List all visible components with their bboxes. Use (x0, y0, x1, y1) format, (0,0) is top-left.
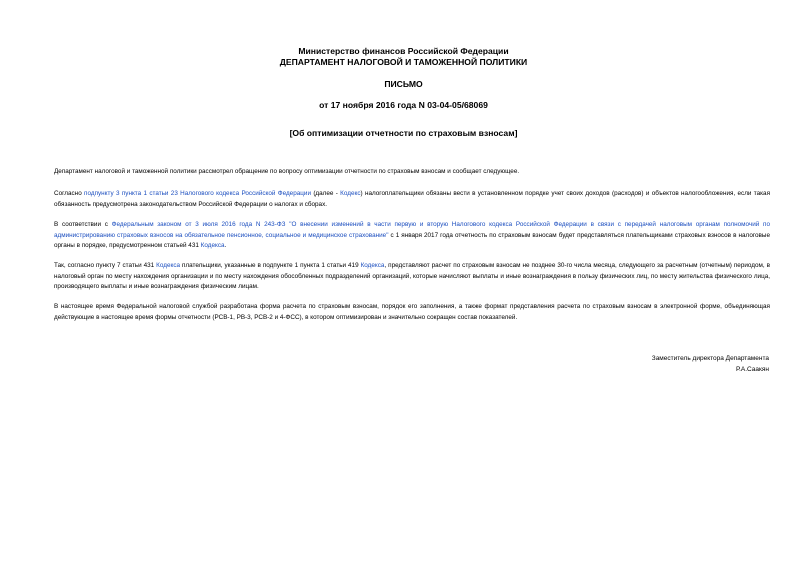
link-code-article-419[interactable]: Кодекса (360, 262, 385, 269)
link-code[interactable]: Кодекс (340, 190, 361, 197)
signatory-name: Р.А.Саакян (735, 366, 769, 373)
paragraph-4-text-3: , представляют расчет по страховым взносам не позднее 30-го числа месяца, следующего за расчетным (отчетным) периодом, в налоговый орган по месту нахождения организации и по месту нахождения обособленных подразделений организаций, которые начисляют выплаты и иные вознаграждения в пользу физических лиц, по месту жительства физического лица, производящего выплаты и иные вознаграждения физическим лицам. (54, 262, 770, 291)
paragraph-3-text-1: В соответствии с (54, 221, 112, 228)
paragraph-4 (54, 261, 770, 293)
link-federal-law-243[interactable]: Федеральным законом от 3 июля 2016 года N 243-ФЗ "О внесении изменений в части первую и вторую Налогового кодекса Российской Федерации в связи с передачей налоговым органам полномочий по администрированию страховых взносов на обязательное пенсионное, социальное и медицинское страхование" (54, 221, 770, 239)
paragraph-3-text-2: с 1 января 2017 года отчетность по страховым взносам будет представляться плательщиками страховых взносов в налоговые органы в порядке, предусмотренном статьей 431 (54, 231, 771, 250)
paragraph-4-text-1: Так, согласно пункту 7 статьи 431 (54, 262, 157, 269)
paragraph-4-text-2: плательщики, указанные в подпункте 1 пункта 1 статьи 419 (180, 262, 361, 269)
link-code-article-431[interactable]: Кодекса (156, 262, 181, 269)
paragraph-2-text-1: Согласно (54, 190, 85, 197)
paragraph-1 (54, 167, 770, 178)
link-code-431[interactable]: Кодекса (200, 242, 225, 250)
document-type: ПИСЬМО (384, 79, 423, 89)
paragraph-2 (54, 189, 770, 210)
ministry-name: Министерство финансов Российской Федерации (298, 46, 509, 56)
document-date-number: от 17 ноября 2016 года N 03-04-05/68069 (319, 100, 488, 110)
department-name: ДЕПАРТАМЕНТ НАЛОГОВОЙ И ТАМОЖЕННОЙ ПОЛИТИКИ (279, 57, 528, 67)
paragraph-2-text-2: (далее - (311, 190, 341, 197)
paragraph-3-text-3: . (224, 242, 227, 250)
paragraph-5 (54, 302, 770, 323)
paragraph-3 (54, 220, 770, 252)
paragraph-5-text: В настоящее время Федеральной налоговой службой разработана форма расчета по страховым взносам, порядок его заполнения, а также формат представления расчета по страховым взносам в электронной форме, объединяющая действующие в настоящее время формы отчетности (РСВ-1, РВ-3, РСВ-2 и 4-ФСС), в котором оптимизирован и значительно сокращен состав показателей. (54, 303, 770, 321)
paragraph-2-text-3: ) налогоплательщики обязаны вести в установленном порядке учет своих доходов (расходов) и объектов налогообложения, если такая обязанность предусмотрена законодательством Российской Федерации о налогах и сборах. (54, 190, 771, 208)
document-title: [Об оптимизации отчетности по страховым взносам] (289, 128, 518, 138)
link-tax-code-article-23[interactable]: подпункту 3 пункта 1 статьи 23 Налогового кодекса Российской Федерации (84, 190, 311, 197)
paragraph-1-text: Департамент налоговой и таможенной политики рассмотрел обращение по вопросу оптимизации отчетности по страховым взносам и сообщает следующее. (54, 168, 520, 175)
signatory-position: Заместитель директора Департамента (651, 355, 769, 362)
